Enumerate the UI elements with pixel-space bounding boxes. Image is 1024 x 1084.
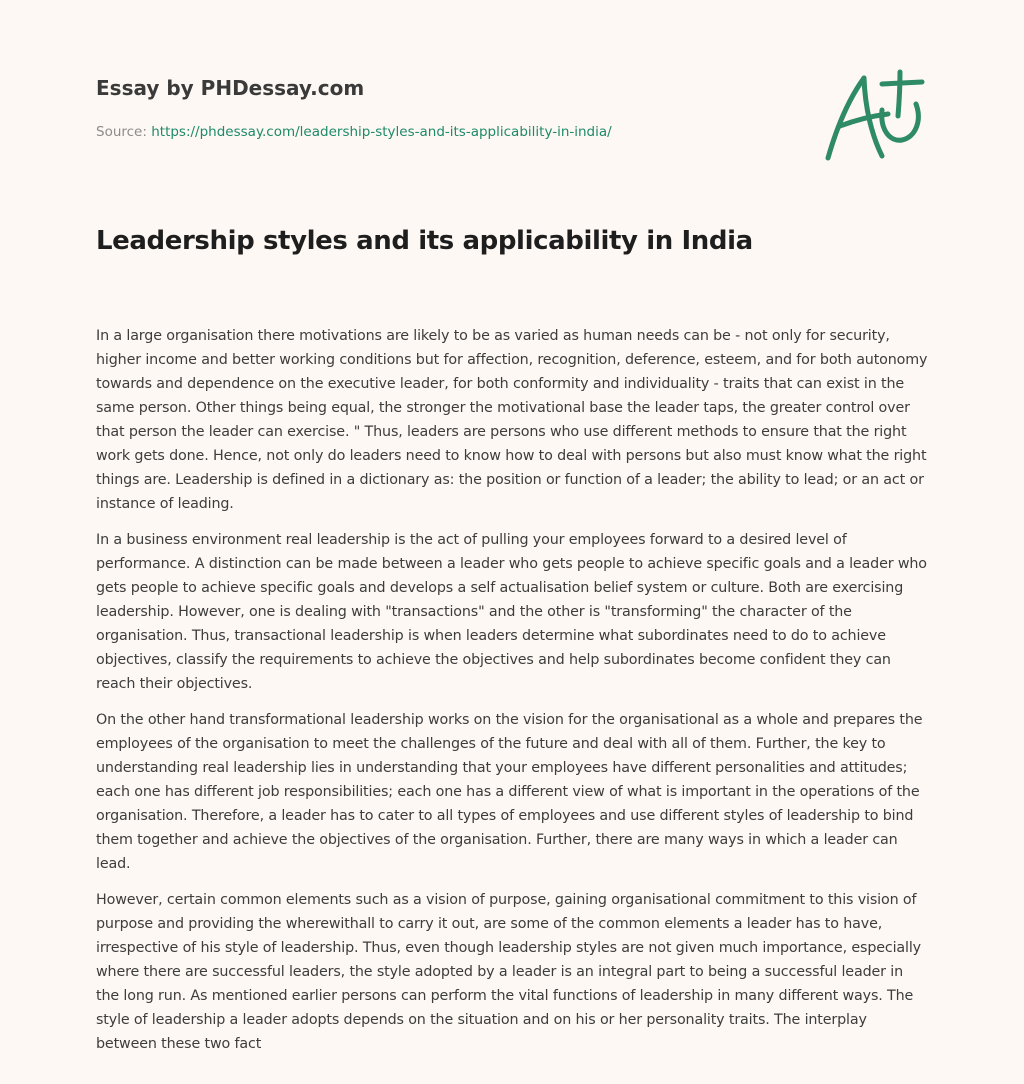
essay-paragraph: On the other hand transformational leadership works on the vision for the organisational as a whole and prepares the employees of the organisation to meet the challenges of the future and deal with all of them. Further, the key to understanding real leadership lies in understanding that your employees have different personalities and attitudes; each one has different job responsibilities; each one has a different view of what is important in the operations of the organisation. Therefore, a leader has to cater to all types of employees and use different styles of leadership to bind them together and achieve the objectives of the organisation. Further, there are many ways in which a leader can lead. [96,712,923,872]
a-plus-logo-icon [818,64,930,168]
essay-paragraph: In a business environment real leadership is the act of pulling your employees forward to a desired level of performance. A distinction can be made between a leader who gets people to achieve specific goals and a leader who gets people to achieve specific goals and develops a self actualisation belief system or culture. Both are exercising leadership. However, one is dealing with "transactions" and the other is "transforming" the character of the organisation. Thus, transactional leadership is when leaders determine what subordinates need to do to achieve objectives, classify the requirements to achieve the objectives and help subordinates become confident they can reach their objectives. [96,532,927,692]
essay-body [96,324,928,1068]
essay-paragraph: However, certain common elements such as a vision of purpose, gaining organisational commitment to this vision of purpose and providing the wherewithall to carry it out, are some of the common elements a leader has to have, irrespective of his style of leadership. Thus, even though leadership styles are not given much importance, especially where there are successful leaders, the style adopted by a leader is an integral part to being a successful leader in the long run. As mentioned earlier persons can perform the vital functions of leadership in many different ways. The style of leadership a leader adopts depends on the situation and on his or her personality traits. The interplay between these two fact [96,892,921,1052]
source-line [96,124,612,140]
essay-paragraph: In a large organisation there motivations are likely to be as varied as human needs can be - not only for security, higher income and better working conditions but for affection, recognition, deference, esteem, and for both autonomy towards and dependence on the executive leader, for both conformity and individuality - traits that can exist in the same person. Other things being equal, the stronger the motivational base the leader taps, the greater control over that person the leader can exercise. " Thus, leaders are persons who use different methods to ensure that the right work gets done. Hence, not only do leaders need to know how to deal with persons but also must know what the right things are. Leadership is defined in a dictionary as: the position or function of a leader; the ability to lead; or an act or instance of leading. [96,328,928,512]
site-brand: Essay by PHDessay.com [96,76,365,100]
source-link[interactable]: https://phdessay.com/leadership-styles-and-its-applicability-in-india/ [151,124,612,140]
essay-title: Leadership styles and its applicability in India [96,226,753,256]
source-label: Source: [96,124,152,140]
